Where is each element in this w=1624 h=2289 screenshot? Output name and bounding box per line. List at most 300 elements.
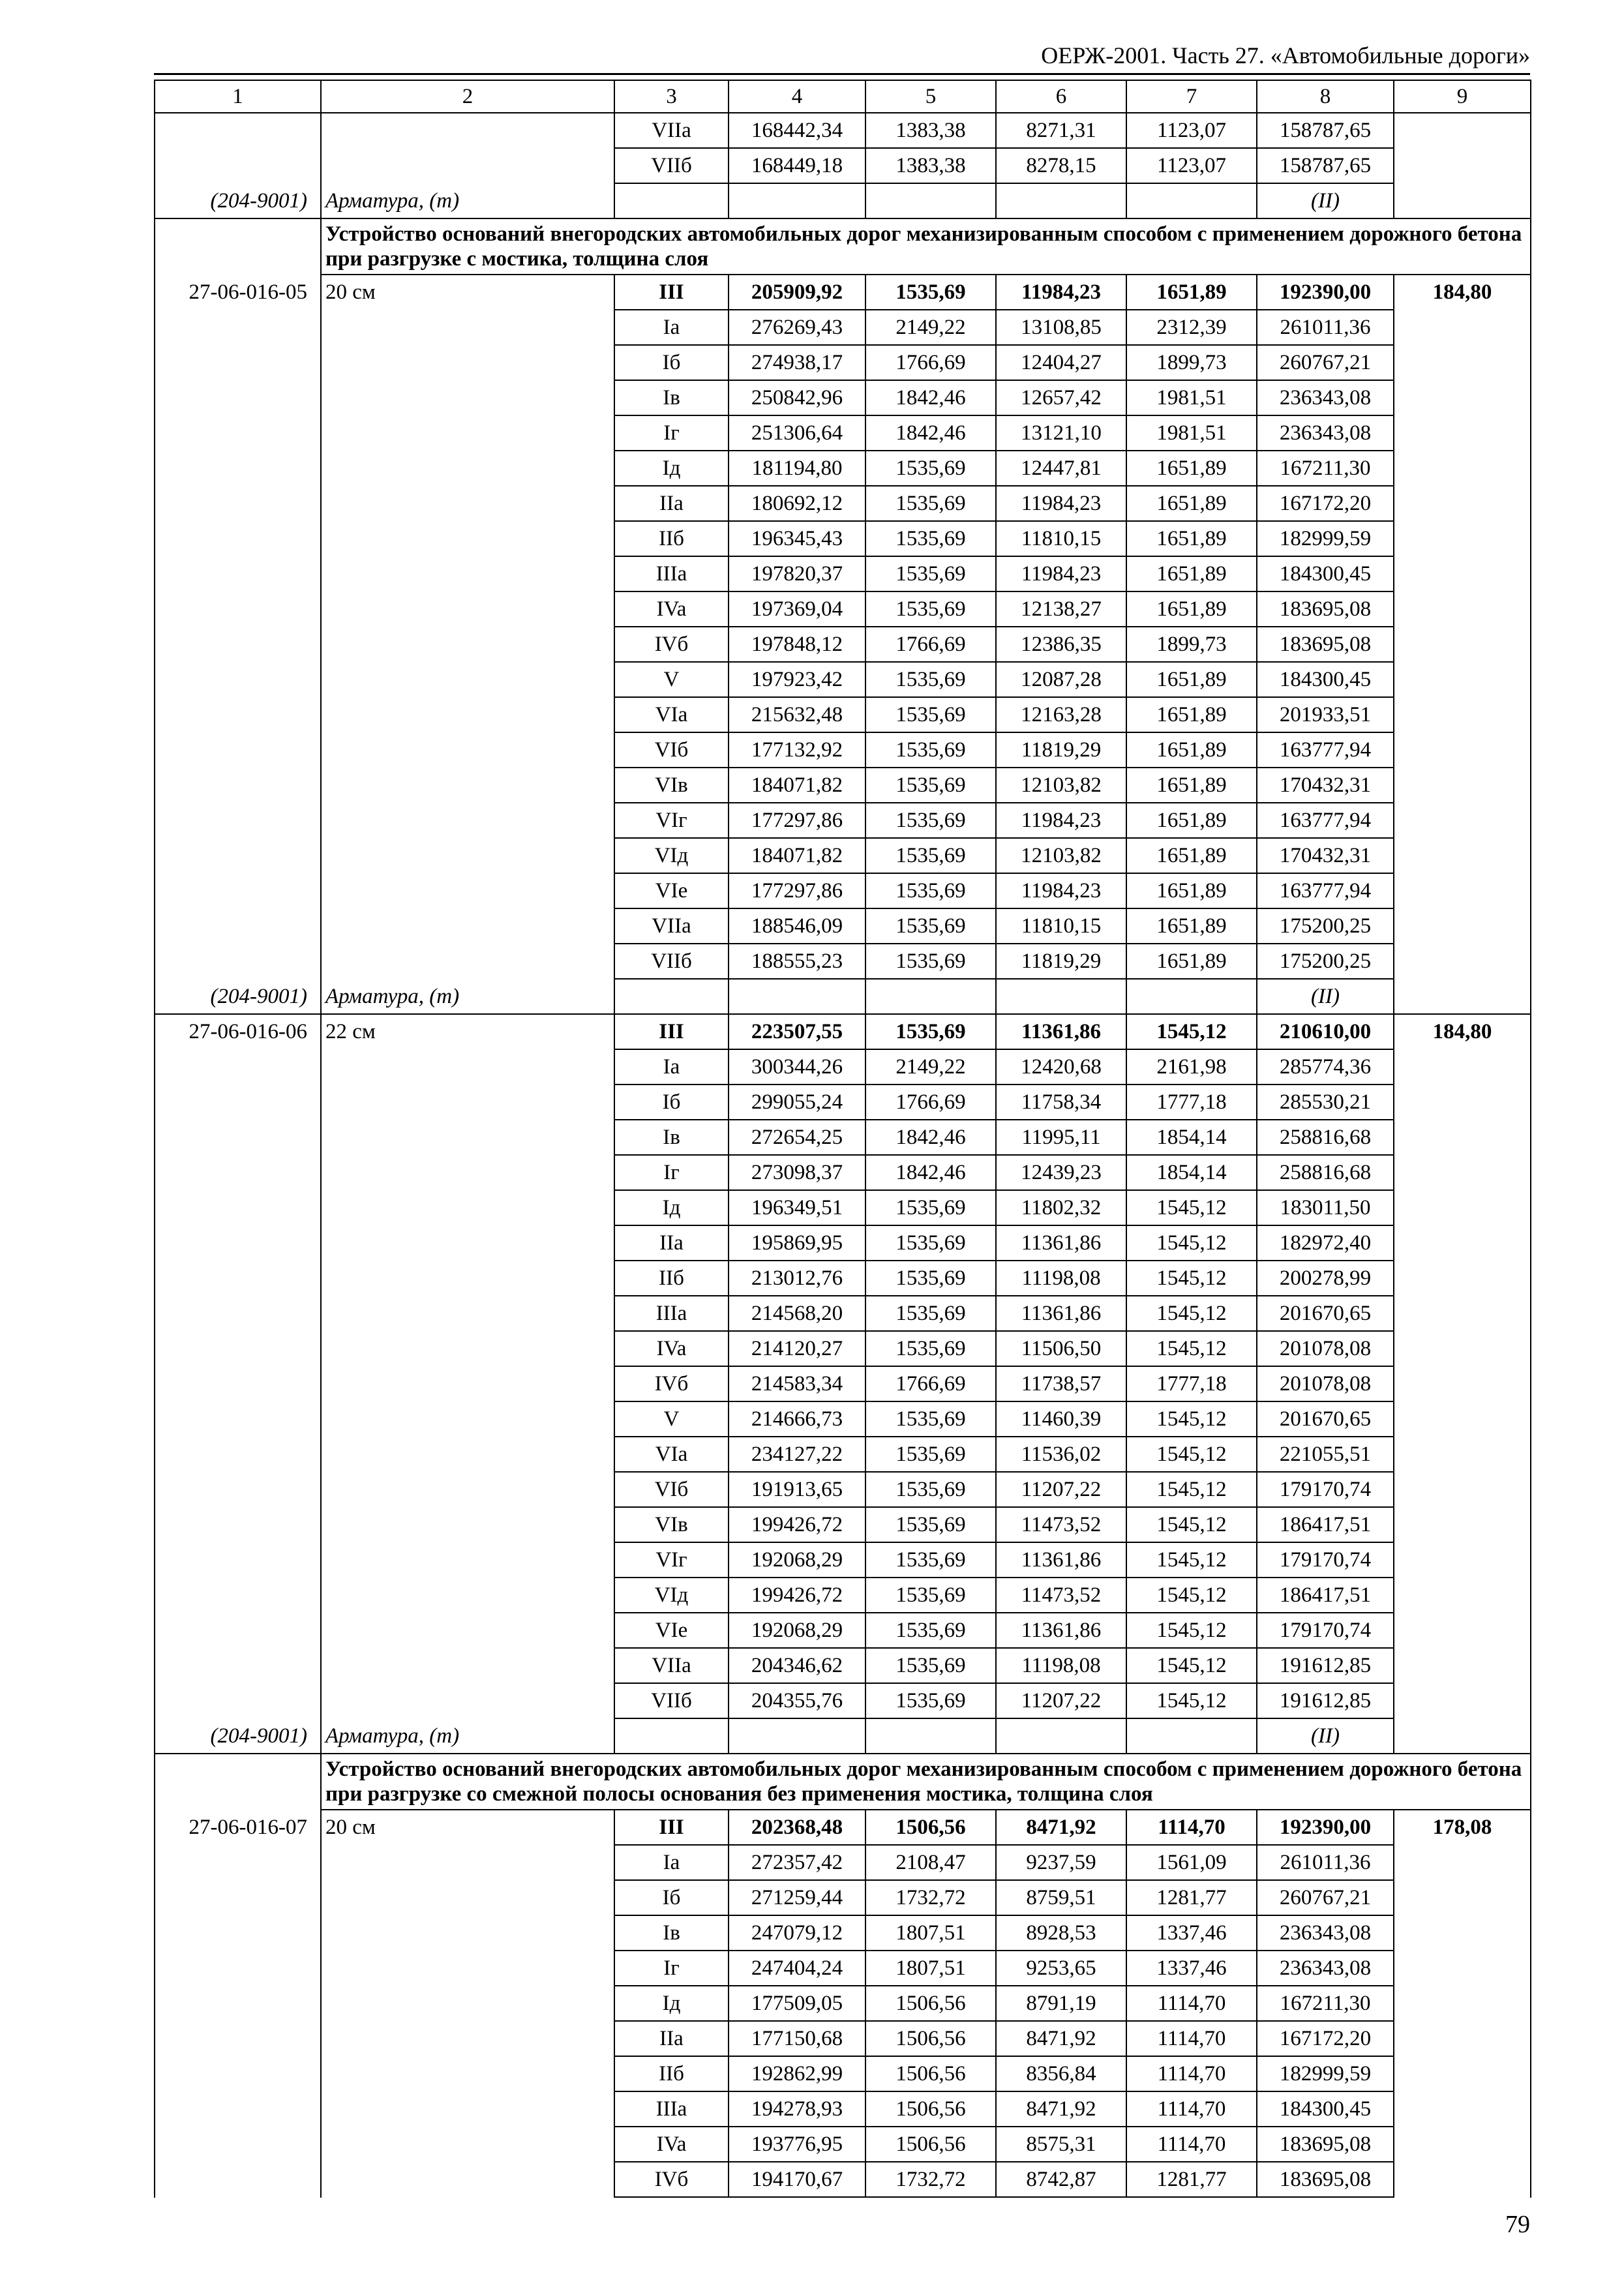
- machinist-wages-cell: 1545,12: [1126, 1507, 1257, 1542]
- section-blank-cell: [155, 218, 321, 275]
- zone-cell: VIб: [614, 732, 729, 768]
- zone-cell: VIг: [614, 1542, 729, 1578]
- column-number: 5: [865, 80, 996, 113]
- direct-cost-cell: 197369,04: [729, 591, 865, 627]
- table-row: [155, 1845, 1531, 1880]
- labor-cost-cell: [1394, 1366, 1531, 1401]
- materials-cell: 167172,20: [1257, 486, 1394, 521]
- zone-cell: VIIб: [614, 148, 729, 183]
- materials-cell: 236343,08: [1257, 415, 1394, 451]
- name-cell: [321, 113, 614, 148]
- table-row: [155, 486, 1531, 521]
- zone-cell: VIIб: [614, 944, 729, 979]
- wages-cell: 1535,69: [865, 838, 996, 873]
- zone-cell: VIe: [614, 1613, 729, 1648]
- machinist-wages-cell: 1281,77: [1126, 1880, 1257, 1915]
- section-blank-cell: [155, 1754, 321, 1810]
- machinist-wages-cell: 1545,12: [1126, 1014, 1257, 1049]
- code-cell: [155, 1296, 321, 1331]
- zone-cell: Iд: [614, 1986, 729, 2021]
- code-cell: [155, 2127, 321, 2162]
- machinist-wages-cell: 1561,09: [1126, 1845, 1257, 1880]
- machines-cell: 11810,15: [996, 908, 1126, 944]
- name-cell: [321, 1578, 614, 1613]
- machines-cell: 11819,29: [996, 944, 1126, 979]
- materials-cell: 192390,00: [1257, 275, 1394, 310]
- wages-cell: 1535,69: [865, 1296, 996, 1331]
- column-number-row: [155, 80, 1531, 113]
- empty-cell: [1394, 183, 1531, 218]
- item-code: 27-06-016-07: [155, 1810, 321, 1845]
- wages-cell: 1506,56: [865, 2056, 996, 2091]
- machinist-wages-cell: 1651,89: [1126, 697, 1257, 732]
- name-cell: [321, 1049, 614, 1085]
- code-cell: [155, 908, 321, 944]
- machines-cell: 8471,92: [996, 2091, 1126, 2127]
- table-row: [155, 2056, 1531, 2091]
- section-title-row: [155, 1754, 1531, 1810]
- wages-cell: 1766,69: [865, 627, 996, 662]
- machinist-wages-cell: 1651,89: [1126, 944, 1257, 979]
- zone-cell: Iг: [614, 1155, 729, 1190]
- labor-cost-cell: [1394, 1613, 1531, 1648]
- machines-cell: 11984,23: [996, 803, 1126, 838]
- table-row: [155, 1986, 1531, 2021]
- name-cell: [321, 1366, 614, 1401]
- wages-cell: 1535,69: [865, 1578, 996, 1613]
- zone-cell: IVб: [614, 1366, 729, 1401]
- wages-cell: 2149,22: [865, 1049, 996, 1085]
- direct-cost-cell: 199426,72: [729, 1507, 865, 1542]
- code-cell: [155, 113, 321, 148]
- base-rate-row: [155, 1014, 1531, 1049]
- direct-cost-cell: 213012,76: [729, 1261, 865, 1296]
- zone-cell: IIIa: [614, 1296, 729, 1331]
- machinist-wages-cell: 1854,14: [1126, 1120, 1257, 1155]
- machinist-wages-cell: 1545,12: [1126, 1542, 1257, 1578]
- zone-cell: Iд: [614, 451, 729, 486]
- direct-cost-cell: 199426,72: [729, 1578, 865, 1613]
- zone-cell: IIб: [614, 2056, 729, 2091]
- machines-cell: 12103,82: [996, 838, 1126, 873]
- labor-cost-cell: [1394, 1845, 1531, 1880]
- zone-cell: VIв: [614, 1507, 729, 1542]
- zone-cell: IVa: [614, 1331, 729, 1366]
- labor-cost-cell: [1394, 908, 1531, 944]
- table-row: [155, 148, 1531, 183]
- item-thickness: 20 см: [321, 1810, 614, 1845]
- column-number: 6: [996, 80, 1126, 113]
- machines-cell: 11984,23: [996, 486, 1126, 521]
- code-cell: [155, 380, 321, 415]
- machines-cell: 12447,81: [996, 451, 1126, 486]
- empty-cell: [614, 183, 729, 218]
- materials-cell: 201078,08: [1257, 1331, 1394, 1366]
- code-cell: [155, 697, 321, 732]
- wages-cell: 1535,69: [865, 944, 996, 979]
- machines-cell: 8356,84: [996, 2056, 1126, 2091]
- zone-cell: VIe: [614, 873, 729, 908]
- zone-cell: Iд: [614, 1190, 729, 1225]
- labor-cost-cell: [1394, 1120, 1531, 1155]
- zone-cell: IIa: [614, 486, 729, 521]
- wages-cell: 1535,69: [865, 908, 996, 944]
- machines-cell: 8742,87: [996, 2162, 1126, 2197]
- machinist-wages-cell: 1337,46: [1126, 1915, 1257, 1951]
- machinist-wages-cell: 1651,89: [1126, 768, 1257, 803]
- zone-cell: IIa: [614, 2021, 729, 2056]
- reinforcement-row: [155, 979, 1531, 1014]
- labor-cost-cell: [1394, 873, 1531, 908]
- table-row: [155, 451, 1531, 486]
- direct-cost-cell: 192068,29: [729, 1613, 865, 1648]
- labor-cost-cell: [1394, 113, 1531, 148]
- direct-cost-cell: 215632,48: [729, 697, 865, 732]
- materials-cell: 201670,65: [1257, 1296, 1394, 1331]
- code-cell: [155, 1225, 321, 1261]
- materials-cell: 183695,08: [1257, 627, 1394, 662]
- code-cell: [155, 627, 321, 662]
- direct-cost-cell: 188546,09: [729, 908, 865, 944]
- table-row: [155, 1331, 1531, 1366]
- machinist-wages-cell: 1651,89: [1126, 521, 1257, 556]
- code-cell: [155, 2056, 321, 2091]
- zone-cell: Iг: [614, 415, 729, 451]
- name-cell: [321, 697, 614, 732]
- machines-cell: 11361,86: [996, 1296, 1126, 1331]
- machinist-wages-cell: 1651,89: [1126, 873, 1257, 908]
- labor-cost-cell: [1394, 768, 1531, 803]
- machines-cell: 11361,86: [996, 1014, 1126, 1049]
- name-cell: [321, 1542, 614, 1578]
- table-row: [155, 2162, 1531, 2197]
- machines-cell: 8575,31: [996, 2127, 1126, 2162]
- machinist-wages-cell: 1545,12: [1126, 1190, 1257, 1225]
- table-row: [155, 662, 1531, 697]
- wages-cell: 1535,69: [865, 1401, 996, 1437]
- machinist-wages-cell: 1651,89: [1126, 451, 1257, 486]
- direct-cost-cell: 300344,26: [729, 1049, 865, 1085]
- column-number: 9: [1394, 80, 1531, 113]
- code-cell: [155, 944, 321, 979]
- wages-cell: 1535,69: [865, 1542, 996, 1578]
- machines-cell: 11758,34: [996, 1085, 1126, 1120]
- code-cell: [155, 148, 321, 183]
- zone-cell: Ia: [614, 310, 729, 345]
- zone-cell: VIд: [614, 1578, 729, 1613]
- code-cell: [155, 1085, 321, 1120]
- materials-cell: 170432,31: [1257, 768, 1394, 803]
- code-cell: [155, 486, 321, 521]
- materials-cell: 201933,51: [1257, 697, 1394, 732]
- direct-cost-cell: 181194,80: [729, 451, 865, 486]
- name-cell: [321, 1613, 614, 1648]
- table-row: [155, 1683, 1531, 1718]
- wages-cell: 1842,46: [865, 1155, 996, 1190]
- zone-cell: VIд: [614, 838, 729, 873]
- materials-cell: 170432,31: [1257, 838, 1394, 873]
- code-cell: [155, 1472, 321, 1507]
- empty-cell: [865, 979, 996, 1014]
- materials-cell: 285530,21: [1257, 1085, 1394, 1120]
- name-cell: [321, 2021, 614, 2056]
- code-cell: [155, 1120, 321, 1155]
- labor-cost-cell: [1394, 1225, 1531, 1261]
- zone-cell: IIa: [614, 1225, 729, 1261]
- zone-cell: VIIa: [614, 113, 729, 148]
- page-number: 79: [1505, 2211, 1530, 2238]
- direct-cost-cell: 272357,42: [729, 1845, 865, 1880]
- resource-code: (204-9001): [155, 979, 321, 1014]
- wages-cell: 1535,69: [865, 1507, 996, 1542]
- machinist-wages-cell: 1114,70: [1126, 1810, 1257, 1845]
- labor-cost-cell: [1394, 148, 1531, 183]
- name-cell: [321, 345, 614, 380]
- empty-cell: [1394, 979, 1531, 1014]
- code-cell: [155, 1261, 321, 1296]
- machinist-wages-cell: 1337,46: [1126, 1951, 1257, 1986]
- code-cell: [155, 1331, 321, 1366]
- table-row: [155, 627, 1531, 662]
- machines-cell: 8928,53: [996, 1915, 1126, 1951]
- name-cell: [321, 486, 614, 521]
- wages-cell: 1535,69: [865, 486, 996, 521]
- wages-cell: 1535,69: [865, 697, 996, 732]
- code-cell: [155, 873, 321, 908]
- machines-cell: 11473,52: [996, 1507, 1126, 1542]
- name-cell: [321, 1225, 614, 1261]
- direct-cost-cell: 223507,55: [729, 1014, 865, 1049]
- materials-cell: 184300,45: [1257, 662, 1394, 697]
- materials-cell: 158787,65: [1257, 113, 1394, 148]
- machinist-wages-cell: 1899,73: [1126, 345, 1257, 380]
- direct-cost-cell: 193776,95: [729, 2127, 865, 2162]
- materials-cell: 163777,94: [1257, 732, 1394, 768]
- zone-cell: IVa: [614, 2127, 729, 2162]
- machines-cell: 11536,02: [996, 1437, 1126, 1472]
- table-row: [155, 345, 1531, 380]
- labor-cost-cell: [1394, 2091, 1531, 2127]
- machinist-wages-cell: 1545,12: [1126, 1613, 1257, 1648]
- materials-cell: 186417,51: [1257, 1578, 1394, 1613]
- machinist-wages-cell: 1981,51: [1126, 415, 1257, 451]
- labor-cost-cell: [1394, 1085, 1531, 1120]
- labor-cost-cell: 184,80: [1394, 275, 1531, 310]
- machinist-wages-cell: 1545,12: [1126, 1331, 1257, 1366]
- code-cell: [155, 1190, 321, 1225]
- section-title: Устройство оснований внегородских автомобильных дорог механизированным способом с применением дорожного бетона при разгрузке со смежной полосы основания без применения мостика, толщина слоя: [321, 1754, 1531, 1810]
- table-row: [155, 591, 1531, 627]
- name-cell: [321, 2162, 614, 2197]
- direct-cost-cell: 177509,05: [729, 1986, 865, 2021]
- name-cell: [321, 380, 614, 415]
- labor-cost-cell: [1394, 310, 1531, 345]
- code-cell: [155, 662, 321, 697]
- empty-cell: [614, 979, 729, 1014]
- name-cell: [321, 1296, 614, 1331]
- resource-label: Арматура, (т): [321, 979, 614, 1014]
- item-thickness: 20 см: [321, 275, 614, 310]
- machines-cell: 8278,15: [996, 148, 1126, 183]
- name-cell: [321, 1915, 614, 1951]
- machinist-wages-cell: 1651,89: [1126, 275, 1257, 310]
- materials-cell: 236343,08: [1257, 1915, 1394, 1951]
- machines-cell: 11995,11: [996, 1120, 1126, 1155]
- table-row: [155, 1578, 1531, 1613]
- name-cell: [321, 415, 614, 451]
- machinist-wages-cell: 1651,89: [1126, 838, 1257, 873]
- code-cell: [155, 2091, 321, 2127]
- materials-cell: 182999,59: [1257, 2056, 1394, 2091]
- direct-cost-cell: 177297,86: [729, 873, 865, 908]
- machines-cell: 8271,31: [996, 113, 1126, 148]
- materials-cell: 175200,25: [1257, 944, 1394, 979]
- direct-cost-cell: 168449,18: [729, 148, 865, 183]
- machinist-wages-cell: 1651,89: [1126, 591, 1257, 627]
- materials-cell: 200278,99: [1257, 1261, 1394, 1296]
- materials-cell: 261011,36: [1257, 1845, 1394, 1880]
- direct-cost-cell: 168442,34: [729, 113, 865, 148]
- resource-value: (II): [1257, 183, 1394, 218]
- materials-cell: 183695,08: [1257, 2127, 1394, 2162]
- materials-cell: 201670,65: [1257, 1401, 1394, 1437]
- wages-cell: 2108,47: [865, 1845, 996, 1880]
- zone-cell: III: [614, 275, 729, 310]
- labor-cost-cell: [1394, 803, 1531, 838]
- direct-cost-cell: 234127,22: [729, 1437, 865, 1472]
- table-row: [155, 1437, 1531, 1472]
- table-row: [155, 732, 1531, 768]
- code-cell: [155, 1366, 321, 1401]
- zone-cell: VIa: [614, 1437, 729, 1472]
- direct-cost-cell: 299055,24: [729, 1085, 865, 1120]
- machines-cell: 11506,50: [996, 1331, 1126, 1366]
- resource-label: Арматура, (т): [321, 183, 614, 218]
- zone-cell: Iв: [614, 1915, 729, 1951]
- materials-cell: 183011,50: [1257, 1190, 1394, 1225]
- table-row: [155, 1542, 1531, 1578]
- code-cell: [155, 1845, 321, 1880]
- code-cell: [155, 310, 321, 345]
- wages-cell: 1535,69: [865, 1683, 996, 1718]
- machinist-wages-cell: 1545,12: [1126, 1261, 1257, 1296]
- table-row: [155, 873, 1531, 908]
- code-cell: [155, 1155, 321, 1190]
- column-number: 7: [1126, 80, 1257, 113]
- machinist-wages-cell: 2312,39: [1126, 310, 1257, 345]
- name-cell: [321, 1507, 614, 1542]
- machinist-wages-cell: 1651,89: [1126, 908, 1257, 944]
- name-cell: [321, 1331, 614, 1366]
- table-row: [155, 803, 1531, 838]
- name-cell: [321, 1951, 614, 1986]
- materials-cell: 182972,40: [1257, 1225, 1394, 1261]
- code-cell: [155, 1915, 321, 1951]
- materials-cell: 175200,25: [1257, 908, 1394, 944]
- name-cell: [321, 1472, 614, 1507]
- labor-cost-cell: [1394, 627, 1531, 662]
- wages-cell: 1506,56: [865, 1986, 996, 2021]
- resource-value: (II): [1257, 1718, 1394, 1754]
- machines-cell: 12657,42: [996, 380, 1126, 415]
- table-row: [155, 2021, 1531, 2056]
- machinist-wages-cell: 1545,12: [1126, 1225, 1257, 1261]
- machines-cell: 11198,08: [996, 1648, 1126, 1683]
- code-cell: [155, 1437, 321, 1472]
- materials-cell: 167172,20: [1257, 2021, 1394, 2056]
- wages-cell: 1807,51: [865, 1951, 996, 1986]
- wages-cell: 1535,69: [865, 1261, 996, 1296]
- labor-cost-cell: [1394, 2127, 1531, 2162]
- materials-cell: 183695,08: [1257, 591, 1394, 627]
- name-cell: [321, 1120, 614, 1155]
- labor-cost-cell: [1394, 697, 1531, 732]
- zone-cell: IVa: [614, 591, 729, 627]
- table-row: [155, 1366, 1531, 1401]
- machines-cell: 12103,82: [996, 768, 1126, 803]
- machines-cell: 11207,22: [996, 1683, 1126, 1718]
- machines-cell: 8471,92: [996, 2021, 1126, 2056]
- wages-cell: 1807,51: [865, 1915, 996, 1951]
- materials-cell: 192390,00: [1257, 1810, 1394, 1845]
- zone-cell: Iб: [614, 1880, 729, 1915]
- wages-cell: 1842,46: [865, 1120, 996, 1155]
- materials-cell: 163777,94: [1257, 803, 1394, 838]
- materials-cell: 183695,08: [1257, 2162, 1394, 2197]
- page-header: ОЕРЖ-2001. Часть 27. «Автомобильные дороги»: [1041, 42, 1530, 68]
- machines-cell: 11361,86: [996, 1542, 1126, 1578]
- machinist-wages-cell: 1123,07: [1126, 113, 1257, 148]
- name-cell: [321, 1880, 614, 1915]
- table-row: [155, 838, 1531, 873]
- resource-value: (II): [1257, 979, 1394, 1014]
- machines-cell: 11460,39: [996, 1401, 1126, 1437]
- direct-cost-cell: 197820,37: [729, 556, 865, 591]
- name-cell: [321, 2056, 614, 2091]
- wages-cell: 1506,56: [865, 1810, 996, 1845]
- direct-cost-cell: 197923,42: [729, 662, 865, 697]
- direct-cost-cell: 247404,24: [729, 1951, 865, 1986]
- materials-cell: 184300,45: [1257, 2091, 1394, 2127]
- labor-cost-cell: [1394, 1507, 1531, 1542]
- machines-cell: 13108,85: [996, 310, 1126, 345]
- empty-cell: [996, 1718, 1126, 1754]
- column-number: 2: [321, 80, 614, 113]
- zone-cell: Iв: [614, 1120, 729, 1155]
- zone-cell: VIв: [614, 768, 729, 803]
- code-cell: [155, 1542, 321, 1578]
- labor-cost-cell: [1394, 1401, 1531, 1437]
- table-row: [155, 415, 1531, 451]
- code-cell: [155, 1401, 321, 1437]
- column-number: 8: [1257, 80, 1394, 113]
- machinist-wages-cell: 1981,51: [1126, 380, 1257, 415]
- base-rate-row: [155, 275, 1531, 310]
- labor-cost-cell: [1394, 2021, 1531, 2056]
- machinist-wages-cell: 1854,14: [1126, 1155, 1257, 1190]
- materials-cell: 221055,51: [1257, 1437, 1394, 1472]
- empty-cell: [614, 1718, 729, 1754]
- table-row: [155, 310, 1531, 345]
- table-row: [155, 2091, 1531, 2127]
- direct-cost-cell: 191913,65: [729, 1472, 865, 1507]
- zone-cell: VIб: [614, 1472, 729, 1507]
- machines-cell: 11984,23: [996, 873, 1126, 908]
- empty-cell: [729, 183, 865, 218]
- materials-cell: 167211,30: [1257, 451, 1394, 486]
- code-cell: [155, 521, 321, 556]
- materials-cell: 260767,21: [1257, 1880, 1394, 1915]
